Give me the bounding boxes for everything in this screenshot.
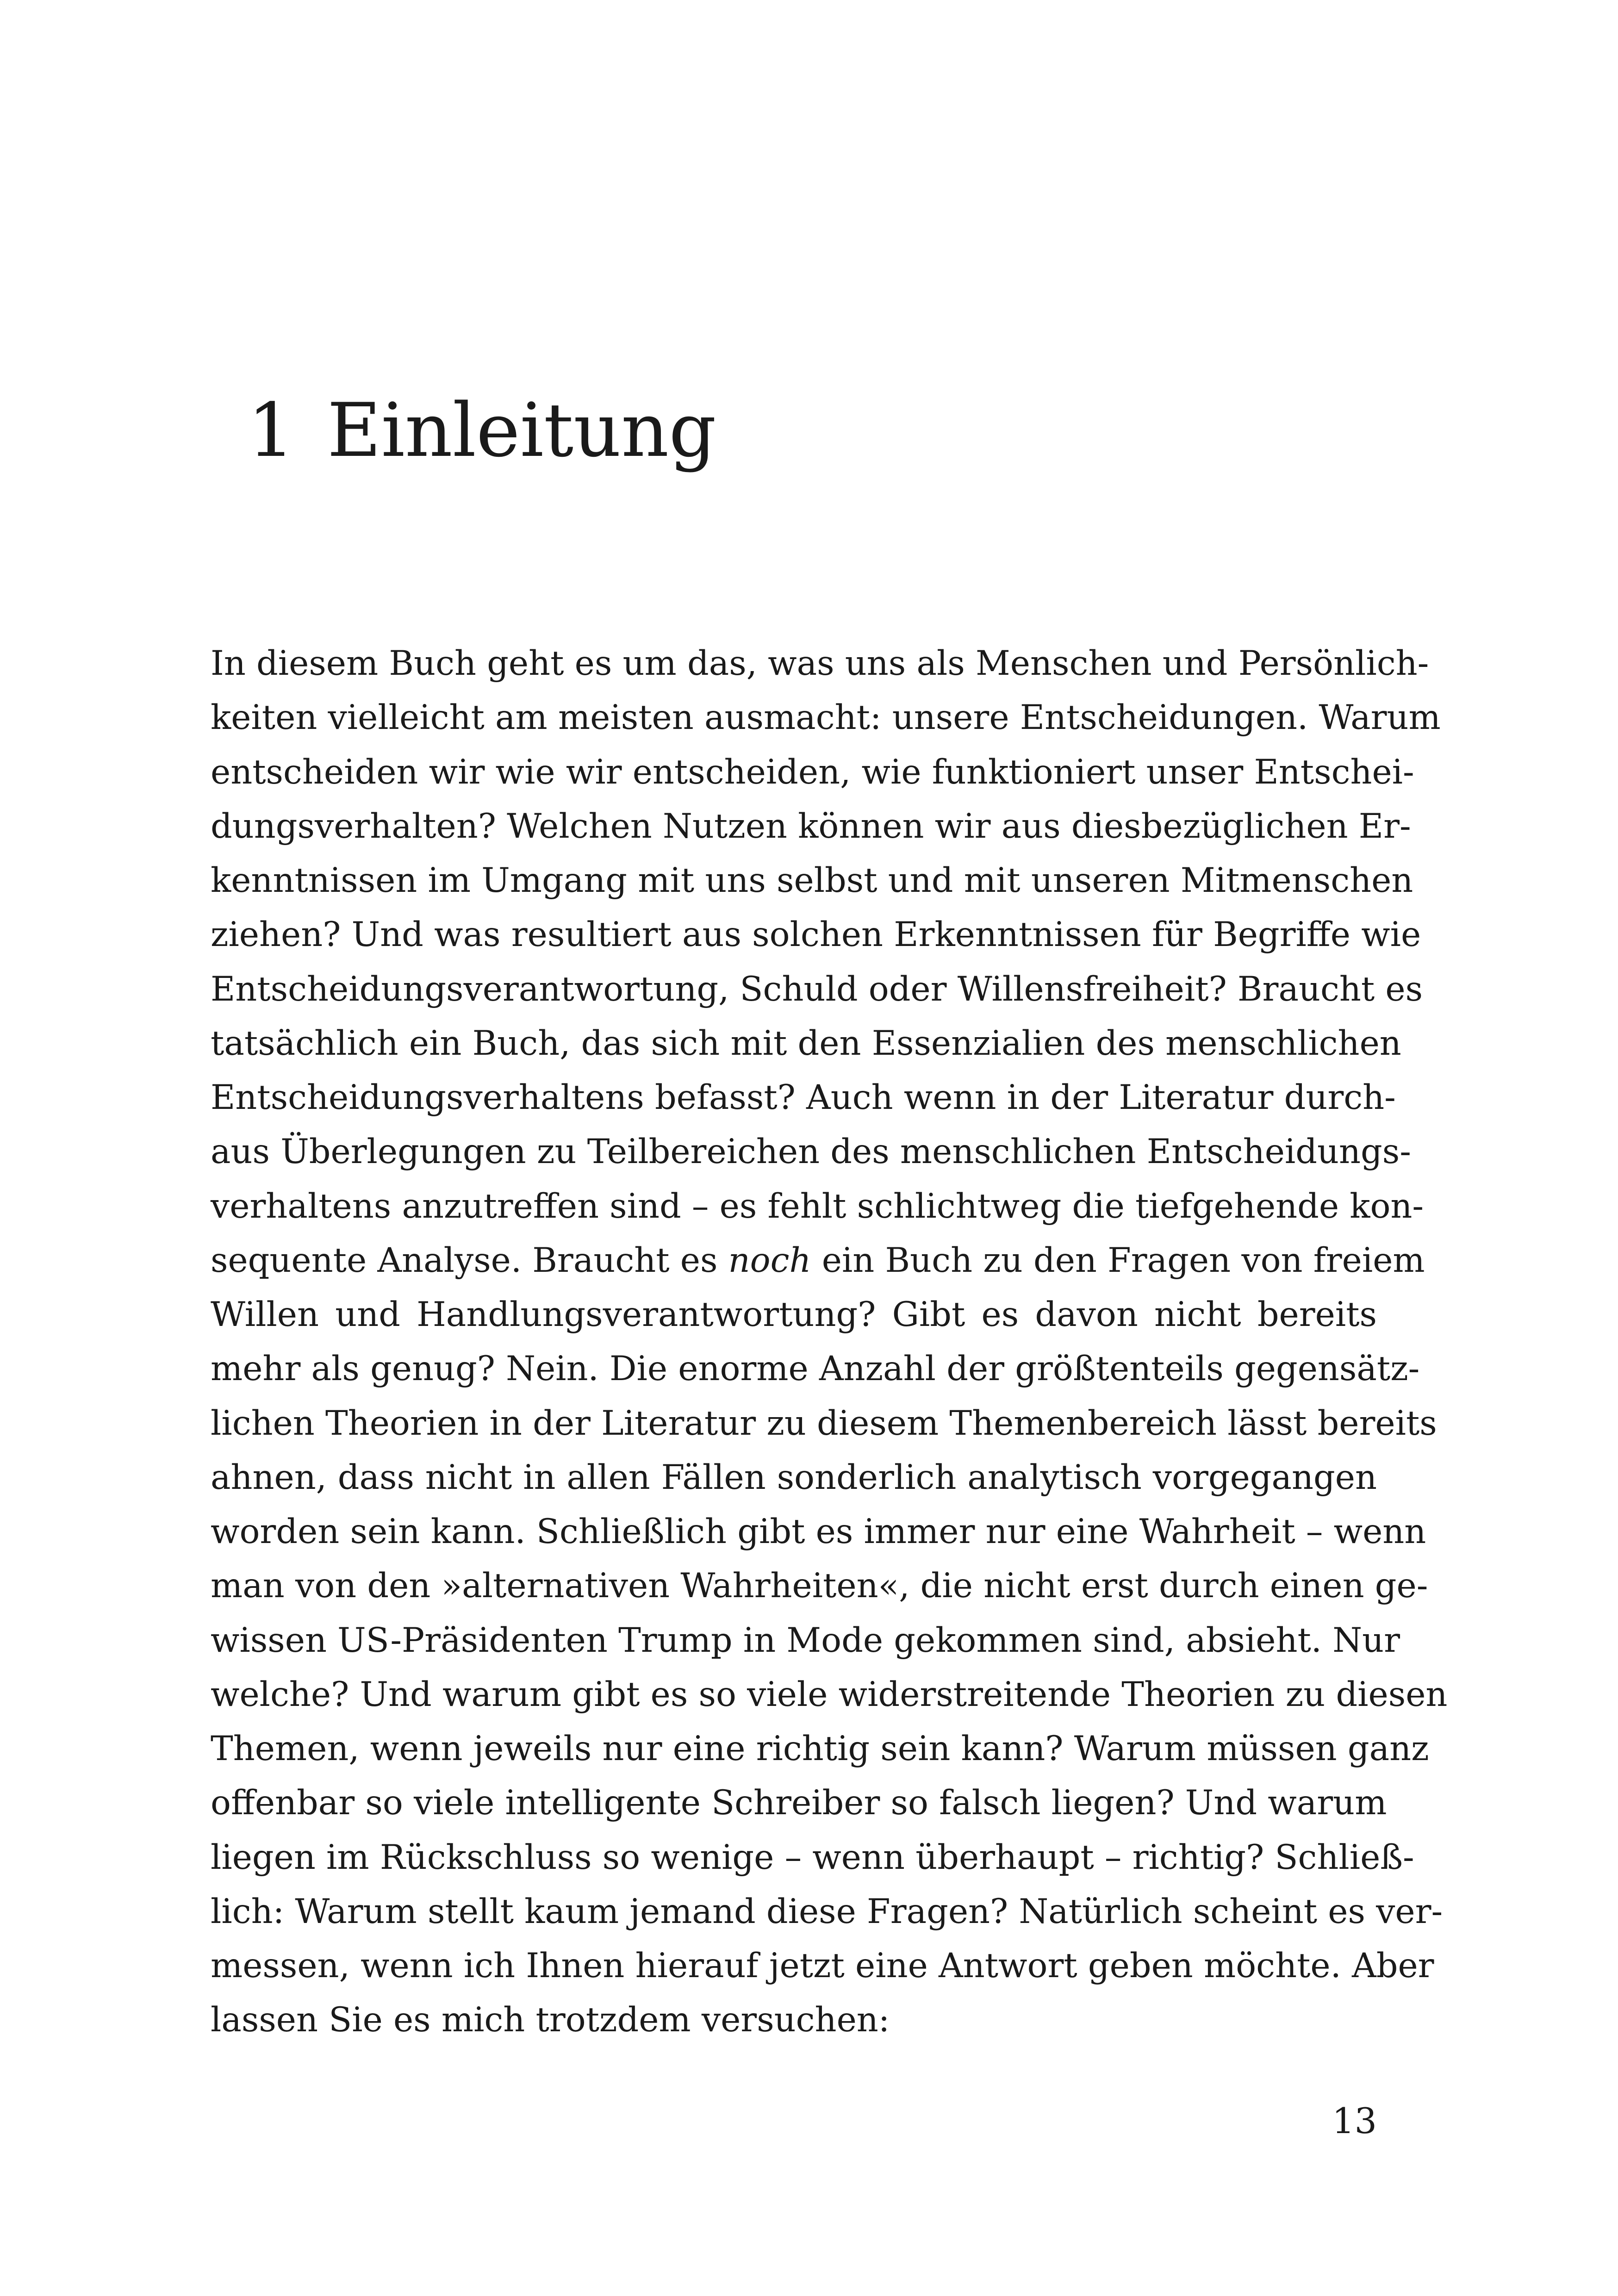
text-line: tatsächlich ein Buch, das sich mit den Essenzialien des menschlichen — [211, 1023, 1401, 1063]
text-line: kenntnissen im Umgang mit uns selbst und mit unseren Mitmenschen — [211, 861, 1413, 900]
chapter-heading — [248, 384, 716, 477]
text-line: lassen Sie es mich trotzdem versuchen: — [211, 2000, 890, 2040]
text-line: Willen und Handlungsverantwortung? Gibt es davon nicht bereits — [211, 1295, 1377, 1334]
text-line: Entscheidungsverhaltens befasst? Auch wenn in der Literatur durch- — [211, 1078, 1396, 1117]
text-line: lich: Warum stellt kaum jemand diese Fragen? Natürlich scheint es ver- — [211, 1892, 1443, 1931]
chapter-number: 1 — [248, 387, 295, 473]
text-line: offenbar so viele intelligente Schreiber so falsch liegen? Und warum — [211, 1783, 1387, 1823]
text-line: keiten vielleicht am meisten ausmacht: unsere Entscheidungen. Warum — [211, 698, 1441, 738]
text-line: Entscheidungsverantwortung, Schuld oder Willensfreiheit? Braucht es — [211, 969, 1423, 1009]
text-line: lichen Theorien in der Literatur zu diesem Themenbereich lässt bereits — [211, 1403, 1437, 1443]
emphasis-text: noch — [728, 1240, 811, 1280]
text-line: ziehen? Und was resultiert aus solchen Erkenntnissen für Begriffe wie — [211, 915, 1421, 955]
text-line — [211, 1233, 1425, 1288]
text-line: worden sein kann. Schließlich gibt es immer nur eine Wahrheit – wenn — [211, 1512, 1426, 1551]
text-line: Themen, wenn jeweils nur eine richtig sein kann? Warum müssen ganz — [211, 1729, 1429, 1768]
text-line: verhaltens anzutreffen sind – es fehlt schlichtweg die tiefgehende kon- — [211, 1186, 1424, 1226]
text-line: entscheiden wir wie wir entscheiden, wie funktioniert unser Entschei- — [211, 752, 1414, 792]
chapter-title: Einleitung — [327, 387, 716, 473]
text-line: aus Überlegungen zu Teilbereichen des menschlichen Entscheidungs- — [211, 1132, 1411, 1172]
body-paragraph — [211, 636, 1448, 2047]
text-line: liegen im Rückschluss so wenige – wenn überhaupt – richtig? Schließ- — [211, 1837, 1414, 1877]
text-line: welche? Und warum gibt es so viele widerstreitende Theorien zu diesen — [211, 1674, 1448, 1714]
text-line: ahnen, dass nicht in allen Fällen sonderlich analytisch vorgegangen — [211, 1457, 1377, 1497]
text-line: dungsverhalten? Welchen Nutzen können wir aus diesbezüglichen Er- — [211, 806, 1411, 846]
text-line: wissen US-Präsidenten Trump in Mode gekommen sind, absieht. Nur — [211, 1620, 1400, 1660]
text-line: mehr als genug? Nein. Die enorme Anzahl der größtenteils gegensätz- — [211, 1349, 1420, 1389]
text-line: man von den »alternativen Wahrheiten«, die nicht erst durch einen ge- — [211, 1566, 1428, 1606]
text-segment: ein Buch zu den Fragen von freiem — [811, 1240, 1425, 1280]
text-segment: sequente Analyse. Braucht es — [211, 1240, 728, 1280]
text-line: messen, wenn ich Ihnen hierauf jetzt eine Antwort geben möchte. Aber — [211, 1946, 1434, 1985]
page-number: 13 — [1332, 2100, 1377, 2141]
text-line: In diesem Buch geht es um das, was uns als Menschen und Persönlich- — [211, 644, 1429, 683]
